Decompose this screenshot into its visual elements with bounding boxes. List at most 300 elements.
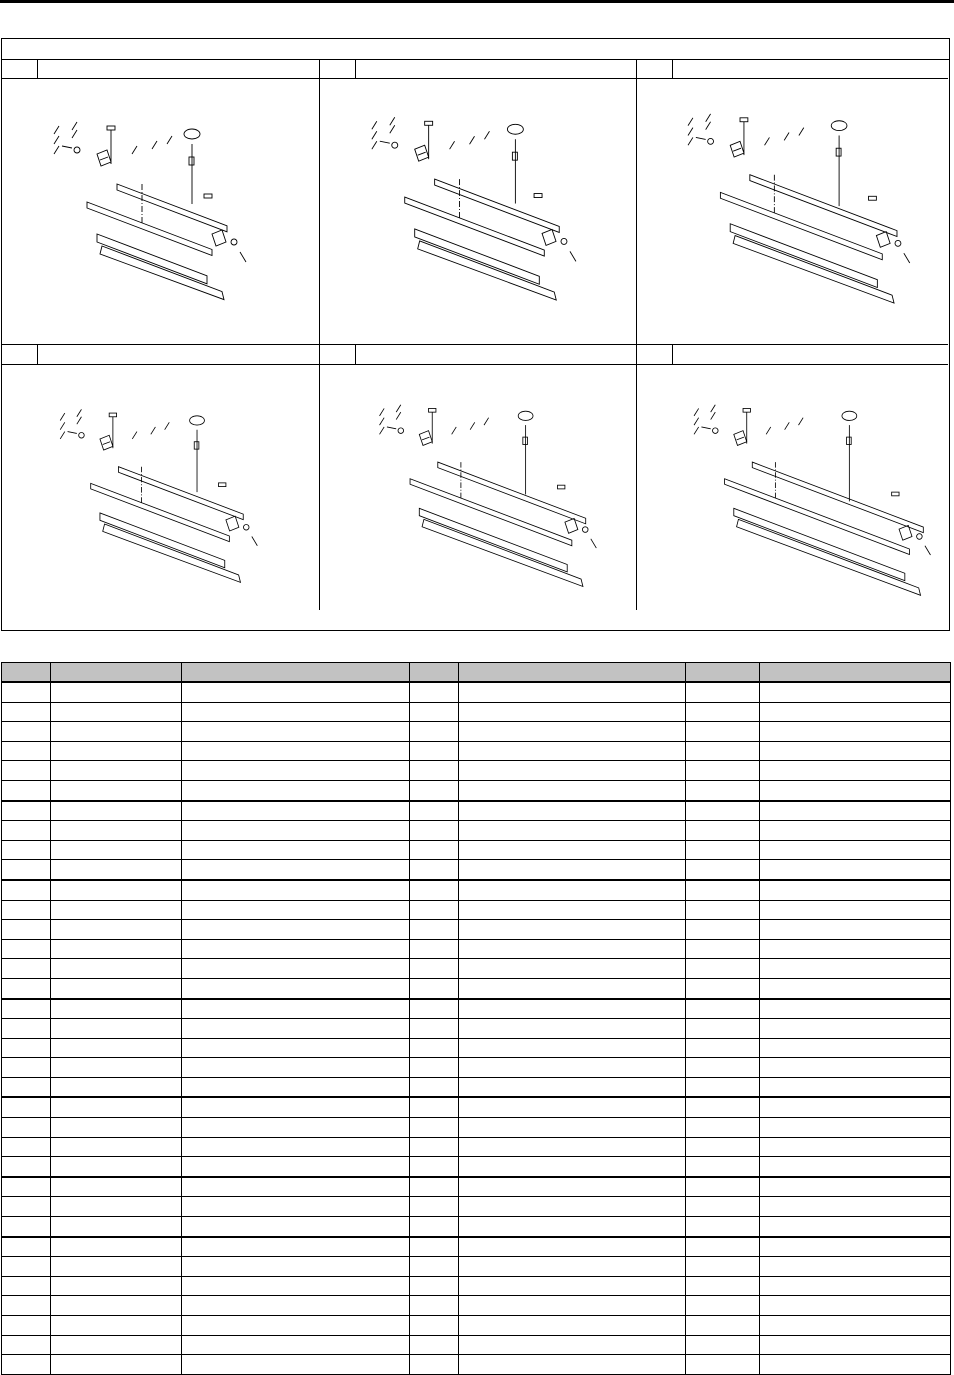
table-cell	[2, 1157, 51, 1177]
exploded-parts-drawing	[320, 365, 636, 610]
leader-line	[452, 427, 457, 434]
leader-line	[396, 412, 401, 419]
figure-code	[320, 59, 356, 78]
table-cell	[459, 801, 686, 821]
table-cell	[410, 1038, 459, 1058]
leader-line	[799, 128, 804, 136]
table-cell	[2, 1335, 51, 1355]
figure-cell	[636, 59, 948, 344]
table-cell	[51, 1355, 182, 1375]
table-row	[2, 1058, 951, 1078]
table-row	[2, 978, 951, 998]
left-bracket	[100, 435, 113, 450]
leader-line	[167, 136, 172, 144]
table-cell	[410, 1197, 459, 1217]
clip-plate	[740, 118, 748, 122]
table-cell	[182, 1097, 410, 1117]
figure-code	[2, 59, 38, 78]
exploded-parts-drawing	[2, 365, 319, 610]
figure-code	[320, 345, 356, 364]
table-row	[2, 1335, 951, 1355]
table-row	[2, 1118, 951, 1138]
leader-line	[450, 141, 455, 149]
clip-plate	[743, 408, 750, 412]
table-cell	[51, 1137, 182, 1157]
upper-rail	[118, 467, 243, 520]
figure-code	[637, 59, 673, 78]
table-cell	[410, 1257, 459, 1277]
column-header	[459, 663, 686, 683]
table-cell	[2, 1197, 51, 1217]
leader-line	[785, 422, 790, 429]
right-bracket	[226, 516, 239, 531]
table-cell	[760, 722, 951, 742]
right-bracket	[565, 518, 578, 533]
table-cell	[51, 761, 182, 781]
table-cell	[686, 1355, 760, 1375]
screw-icon	[240, 252, 246, 262]
clip-plate	[558, 485, 565, 489]
table-cell	[410, 1296, 459, 1316]
table-cell	[51, 1118, 182, 1138]
table-cell	[760, 1177, 951, 1197]
table-cell	[51, 1197, 182, 1217]
figure-cell	[319, 344, 636, 610]
middle-rail	[91, 483, 230, 541]
table-cell	[410, 1217, 459, 1237]
table-cell	[182, 1197, 410, 1217]
screw-icon	[701, 427, 710, 429]
table-cell	[686, 801, 760, 821]
washer-icon	[243, 524, 249, 530]
table-cell	[2, 1177, 51, 1197]
table-cell	[686, 1316, 760, 1336]
table-row	[2, 702, 951, 722]
clip-plate	[429, 408, 436, 412]
screw-icon	[380, 141, 390, 143]
table-cell	[686, 880, 760, 900]
table-cell	[182, 780, 410, 800]
table-cell	[459, 1335, 686, 1355]
table-cell	[410, 939, 459, 959]
table-row	[2, 1019, 951, 1039]
table-cell	[459, 722, 686, 742]
figure-cell	[2, 59, 319, 344]
table-cell	[459, 1316, 686, 1336]
clip-plate	[425, 121, 433, 125]
table-cell	[410, 1276, 459, 1296]
knob-stem	[523, 437, 528, 444]
table-cell	[182, 821, 410, 841]
table-cell	[51, 722, 182, 742]
table-cell	[760, 1058, 951, 1078]
table-cell	[410, 702, 459, 722]
table-cell	[410, 821, 459, 841]
figure-cell	[319, 59, 636, 344]
table-cell	[459, 1097, 686, 1117]
top-rule	[0, 0, 954, 3]
leader-line	[54, 136, 59, 144]
table-cell	[182, 1058, 410, 1078]
table-cell	[760, 978, 951, 998]
table-cell	[760, 801, 951, 821]
table-row	[2, 999, 951, 1019]
table-cell	[760, 702, 951, 722]
bottom-channel-groove	[422, 519, 583, 586]
table-cell	[182, 1237, 410, 1257]
table-cell	[760, 1217, 951, 1237]
table-cell	[51, 1276, 182, 1296]
table-cell	[182, 1137, 410, 1157]
middle-rail	[405, 197, 545, 256]
clip-plate	[109, 413, 116, 417]
table-cell	[2, 780, 51, 800]
table-cell	[2, 722, 51, 742]
table-cell	[459, 1077, 686, 1097]
table-cell	[182, 920, 410, 940]
table-row	[2, 1197, 951, 1217]
table-cell	[2, 682, 51, 702]
table-cell	[760, 840, 951, 860]
table-cell	[760, 1296, 951, 1316]
leader-line	[799, 418, 804, 425]
leader-line	[60, 413, 65, 420]
table-cell	[760, 1237, 951, 1257]
washer-icon	[392, 142, 398, 148]
knob-stem	[189, 157, 194, 165]
table-cell	[182, 682, 410, 702]
table-cell	[410, 741, 459, 761]
table-row	[2, 1316, 951, 1336]
table-cell	[686, 860, 760, 880]
table-cell	[410, 1355, 459, 1375]
table-cell	[2, 1237, 51, 1257]
right-bracket	[542, 229, 556, 245]
table-cell	[2, 939, 51, 959]
table-cell	[2, 1118, 51, 1138]
parts-drawing-svg	[637, 365, 948, 610]
table-row	[2, 1077, 951, 1097]
table-cell	[686, 1038, 760, 1058]
table-cell	[459, 821, 686, 841]
table-cell	[182, 1335, 410, 1355]
bottom-channel	[734, 508, 905, 580]
column-header	[51, 663, 182, 683]
table-cell	[51, 1077, 182, 1097]
parts-drawing-svg	[320, 365, 636, 610]
table-cell	[51, 821, 182, 841]
table-cell	[459, 939, 686, 959]
table-cell	[182, 1157, 410, 1177]
table-cell	[182, 1077, 410, 1097]
table-header-row	[2, 663, 951, 683]
clip-plate	[107, 126, 115, 130]
table-cell	[182, 1276, 410, 1296]
table-cell	[2, 1296, 51, 1316]
table-cell	[686, 1197, 760, 1217]
table-cell	[410, 999, 459, 1019]
table-cell	[459, 900, 686, 920]
table-cell	[760, 1137, 951, 1157]
bottom-channel-groove	[737, 519, 921, 595]
table-cell	[686, 1177, 760, 1197]
table-row	[2, 780, 951, 800]
leader-line	[706, 114, 711, 122]
table-cell	[410, 1335, 459, 1355]
left-bracket	[730, 141, 744, 157]
table-cell	[2, 1038, 51, 1058]
table-cell	[760, 741, 951, 761]
table-cell	[182, 978, 410, 998]
table-cell	[410, 1316, 459, 1336]
leader-line	[484, 131, 489, 139]
table-cell	[459, 1118, 686, 1138]
column-header	[2, 663, 51, 683]
table-cell	[459, 741, 686, 761]
table-cell	[410, 1077, 459, 1097]
left-bracket	[97, 150, 111, 166]
table-cell	[182, 1296, 410, 1316]
figure-frame	[1, 38, 950, 631]
table-cell	[51, 780, 182, 800]
table-cell	[410, 1118, 459, 1138]
table-cell	[51, 860, 182, 880]
table-cell	[760, 860, 951, 880]
table-cell	[760, 1118, 951, 1138]
table-cell	[2, 741, 51, 761]
table-row	[2, 1177, 951, 1197]
knob-stem	[836, 148, 841, 156]
table-cell	[410, 1177, 459, 1197]
screw-icon	[904, 253, 910, 263]
table-row	[2, 959, 951, 979]
figure-cell-header	[320, 59, 636, 79]
table-cell	[459, 1197, 686, 1217]
table-cell	[760, 900, 951, 920]
leader-line	[72, 122, 77, 130]
table-cell	[410, 920, 459, 940]
table-cell	[182, 1177, 410, 1197]
washer-icon	[398, 428, 404, 434]
table-cell	[459, 1038, 686, 1058]
table-cell	[686, 1097, 760, 1117]
table-cell	[2, 860, 51, 880]
table-cell	[51, 1217, 182, 1237]
leader-line	[60, 422, 65, 429]
table-cell	[2, 920, 51, 940]
table-cell	[686, 1077, 760, 1097]
table-cell	[182, 1257, 410, 1277]
table-cell	[459, 860, 686, 880]
table-cell	[410, 840, 459, 860]
clip-plate	[219, 483, 226, 487]
table-cell	[459, 1257, 686, 1277]
table-cell	[51, 1316, 182, 1336]
leader-line	[380, 408, 385, 415]
table-row	[2, 1137, 951, 1157]
table-cell	[51, 1296, 182, 1316]
knob-icon	[184, 129, 200, 139]
clip-plate	[534, 194, 542, 198]
table-cell	[760, 1316, 951, 1336]
table-cell	[459, 761, 686, 781]
table-cell	[182, 840, 410, 860]
table-cell	[459, 1276, 686, 1296]
table-cell	[760, 780, 951, 800]
upper-rail	[750, 175, 897, 237]
table-row	[2, 840, 951, 860]
figure-cell-header	[2, 345, 319, 365]
table-cell	[51, 840, 182, 860]
leader-line	[688, 118, 693, 126]
bottom-channel-groove	[100, 246, 224, 300]
leader-line	[77, 417, 82, 424]
table-cell	[459, 1355, 686, 1375]
leader-line	[77, 409, 82, 416]
table-cell	[459, 682, 686, 702]
table-cell	[459, 1019, 686, 1039]
column-header	[410, 663, 459, 683]
table-row	[2, 1097, 951, 1117]
knob-icon	[831, 121, 847, 131]
table-cell	[459, 840, 686, 860]
table-cell	[2, 880, 51, 900]
table-cell	[686, 999, 760, 1019]
figure-cell	[636, 344, 948, 610]
leader-line	[711, 405, 716, 412]
table-cell	[2, 1097, 51, 1117]
leader-line	[152, 141, 157, 149]
table-cell	[2, 1355, 51, 1375]
clip-plate	[869, 196, 877, 200]
table-cell	[686, 702, 760, 722]
table-cell	[182, 761, 410, 781]
table-cell	[686, 1335, 760, 1355]
table-row	[2, 939, 951, 959]
table-cell	[459, 920, 686, 940]
upper-rail	[435, 179, 560, 232]
table-cell	[760, 939, 951, 959]
table-cell	[410, 860, 459, 880]
figure-frame-title	[2, 39, 949, 60]
table-row	[2, 900, 951, 920]
upper-rail	[117, 184, 227, 232]
leader-line	[380, 418, 385, 425]
table-row	[2, 801, 951, 821]
table-cell	[2, 1257, 51, 1277]
screw-icon	[62, 146, 72, 148]
table-cell	[2, 1019, 51, 1039]
left-bracket	[734, 431, 747, 446]
table-cell	[410, 780, 459, 800]
table-cell	[182, 880, 410, 900]
table-cell	[686, 1257, 760, 1277]
table-cell	[182, 801, 410, 821]
bottom-channel	[100, 513, 225, 568]
table-cell	[459, 780, 686, 800]
table-cell	[182, 1355, 410, 1375]
figure-code	[637, 345, 673, 364]
leader-line	[151, 427, 156, 434]
table-cell	[760, 1157, 951, 1177]
leader-line	[470, 422, 475, 429]
table-row	[2, 1296, 951, 1316]
table-row	[2, 1276, 951, 1296]
table-cell	[686, 1157, 760, 1177]
right-bracket	[876, 232, 890, 248]
washer-icon	[713, 428, 719, 434]
washer-icon	[79, 432, 85, 438]
table-cell	[410, 682, 459, 702]
table-cell	[2, 900, 51, 920]
table-cell	[686, 959, 760, 979]
knob-icon	[518, 411, 533, 420]
leader-line	[694, 408, 699, 415]
table-cell	[686, 761, 760, 781]
knob-icon	[190, 416, 205, 425]
table-cell	[760, 1276, 951, 1296]
table-cell	[686, 1276, 760, 1296]
washer-icon	[708, 138, 714, 144]
table-cell	[459, 1237, 686, 1257]
table-cell	[2, 1217, 51, 1237]
table-cell	[182, 1118, 410, 1138]
leader-line	[765, 137, 770, 145]
table-cell	[760, 1019, 951, 1039]
table-cell	[760, 1038, 951, 1058]
table-cell	[686, 900, 760, 920]
table-cell	[51, 939, 182, 959]
table-cell	[182, 741, 410, 761]
table-cell	[410, 1019, 459, 1039]
bottom-channel-groove	[418, 241, 557, 300]
table-cell	[410, 959, 459, 979]
table-row	[2, 1217, 951, 1237]
table-cell	[760, 1335, 951, 1355]
table-cell	[51, 1038, 182, 1058]
table-cell	[760, 880, 951, 900]
left-bracket	[415, 145, 429, 161]
leader-line	[390, 125, 395, 133]
table-cell	[760, 1097, 951, 1117]
table-row	[2, 1257, 951, 1277]
leader-line	[694, 418, 699, 425]
table-cell	[459, 1177, 686, 1197]
washer-icon	[917, 534, 923, 540]
table-cell	[410, 1097, 459, 1117]
table-cell	[410, 1058, 459, 1078]
column-header	[182, 663, 410, 683]
table-cell	[51, 1019, 182, 1039]
table-cell	[2, 801, 51, 821]
table-cell	[51, 900, 182, 920]
table-cell	[2, 821, 51, 841]
table-cell	[182, 1217, 410, 1237]
leader-line	[396, 405, 401, 412]
table-cell	[51, 999, 182, 1019]
table-cell	[686, 1137, 760, 1157]
table-cell	[51, 1157, 182, 1177]
table-cell	[410, 1137, 459, 1157]
table-cell	[2, 1058, 51, 1078]
table-cell	[760, 1197, 951, 1217]
table-cell	[686, 1118, 760, 1138]
screw-icon	[252, 537, 258, 546]
figure-code	[2, 345, 38, 364]
table-cell	[459, 1296, 686, 1316]
table-cell	[2, 702, 51, 722]
leader-line	[711, 412, 716, 419]
